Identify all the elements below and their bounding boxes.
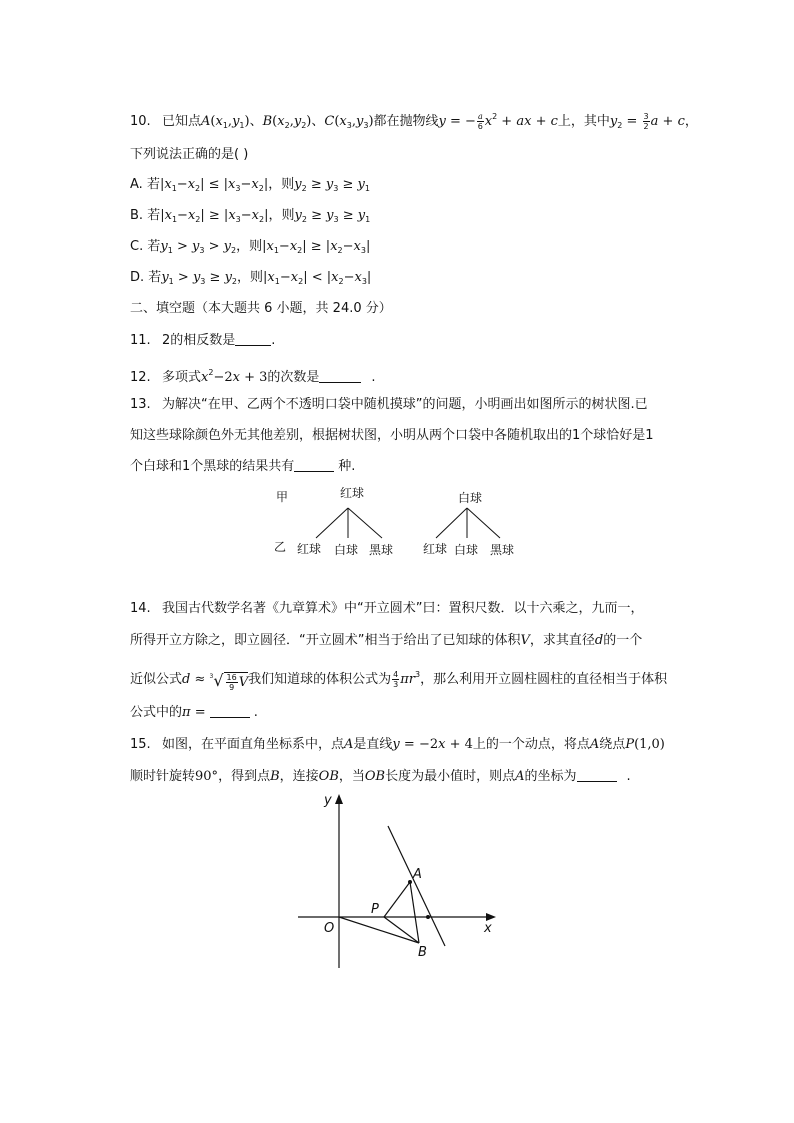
- y-axis-arrow: [335, 794, 343, 804]
- q14-line3: 近似公式d ≈ $^3$√ $\frac{16}{9}$ V我们知道球的体积公式为 $\frac{4}{3}$ $\pi r^3$，那么利用开立圆柱圆柱的直径相当于体积: [130, 666, 667, 692]
- q10-line1: 10. 已知点$A(x_1,y_1)$、$B(x_2,y_2)$、$C(x_3,y_3)$都在抛物线y = − $\frac{a}{6}$ $x^2$ + ax + c上，其中$y_2$ = $\frac{3}{2}$ a + c，: [130, 112, 698, 131]
- q10-line2: 下列说法正确的是( ): [130, 147, 249, 162]
- q10-number: 10.: [130, 114, 151, 129]
- tree-label-yi: 乙: [274, 540, 287, 554]
- origin-label: O: [324, 921, 335, 936]
- tree-leaf: 白球: [454, 543, 479, 557]
- q14-line1: 14. 我国古代数学名著《九章算术》中“开立圆术”曰：置积尺数．以十六乘之，九而一，: [130, 601, 644, 616]
- point-B-label: B: [418, 945, 427, 960]
- tree-leaf: 红球: [423, 542, 448, 556]
- segment-PA: [384, 882, 410, 917]
- q11: 11. 2的相反数是 .: [130, 333, 276, 348]
- q10-option-b: B. 若$|x_1-x_2| \ge |x_3-x_2|$，则$y_2 \ge y_3 \ge y_1$: [130, 208, 371, 224]
- tree-root-white: 白球: [458, 491, 483, 505]
- tree-leaf: 黑球: [369, 543, 394, 557]
- q10-option-a: A. 若$|x_1-x_2| \le |x_3-x_2|$，则$y_2 \ge y_3 \ge y_1$: [130, 177, 370, 193]
- point-A-dot: [408, 880, 412, 884]
- tree-label-jia: 甲: [276, 490, 289, 504]
- point-intersection-dot: [426, 915, 430, 919]
- section-heading: 二、填空题（本大题共 6 小题，共 24.0 分）: [130, 301, 392, 316]
- y-axis-label: y: [324, 793, 332, 808]
- q12: 12. 多项式$x^2-2x + 3$的次数是 .: [130, 368, 376, 385]
- q10-option-d: D. 若$y_1 > y_3 \ge y_2$，则$|x_1-x_2| < |x_2-x_3|$: [130, 270, 372, 286]
- tree-leaf: 红球: [297, 542, 322, 556]
- q14-line2: 所得开立方除之，即立圆径．“开立圆术”相当于给出了已知球的体积V，求其直径d的一个: [130, 633, 643, 648]
- q13-line2: 知这些球除颜色外无其他差别，根据树状图，小明从两个口袋中各随机取出的1个球恰好是1: [130, 428, 654, 443]
- q13-line3: 个白球和1个黑球的结果共有 种.: [130, 459, 356, 474]
- x-axis-label: x: [484, 921, 492, 936]
- q13-line1: 13. 为解决“在甲、乙两个不透明口袋中随机摸球”的问题，小明画出如图所示的树状图.已: [130, 397, 648, 412]
- point-P-label: P: [371, 902, 379, 917]
- segment-OB: [339, 917, 419, 943]
- tree-leaf: 黑球: [490, 543, 515, 557]
- x-axis-arrow: [486, 913, 496, 921]
- point-A-label: A: [413, 867, 422, 882]
- tree-root-red: 红球: [340, 486, 365, 500]
- segment-PB: [384, 917, 419, 943]
- q15-line1: 15. 如图，在平面直角坐标系中，点A是直线y = −2x + 4上的一个动点，将点A绕点P(1,0): [130, 737, 665, 752]
- tree-leaf: 白球: [334, 543, 359, 557]
- cube-root: $^3$√ $\frac{16}{9}$ V: [209, 670, 249, 692]
- q14-line4: 公式中的π = .: [130, 705, 258, 720]
- q10-option-c: C. 若$y_1 > y_3 > y_2$，则$|x_1-x_2| \ge |x_2-x_3|$: [130, 239, 371, 255]
- segment-AB: [410, 882, 419, 943]
- q15-line2: 顺时针旋转90°，得到点B，连接OB，当OB长度为最小值时，则点A的坐标为 .: [130, 769, 631, 784]
